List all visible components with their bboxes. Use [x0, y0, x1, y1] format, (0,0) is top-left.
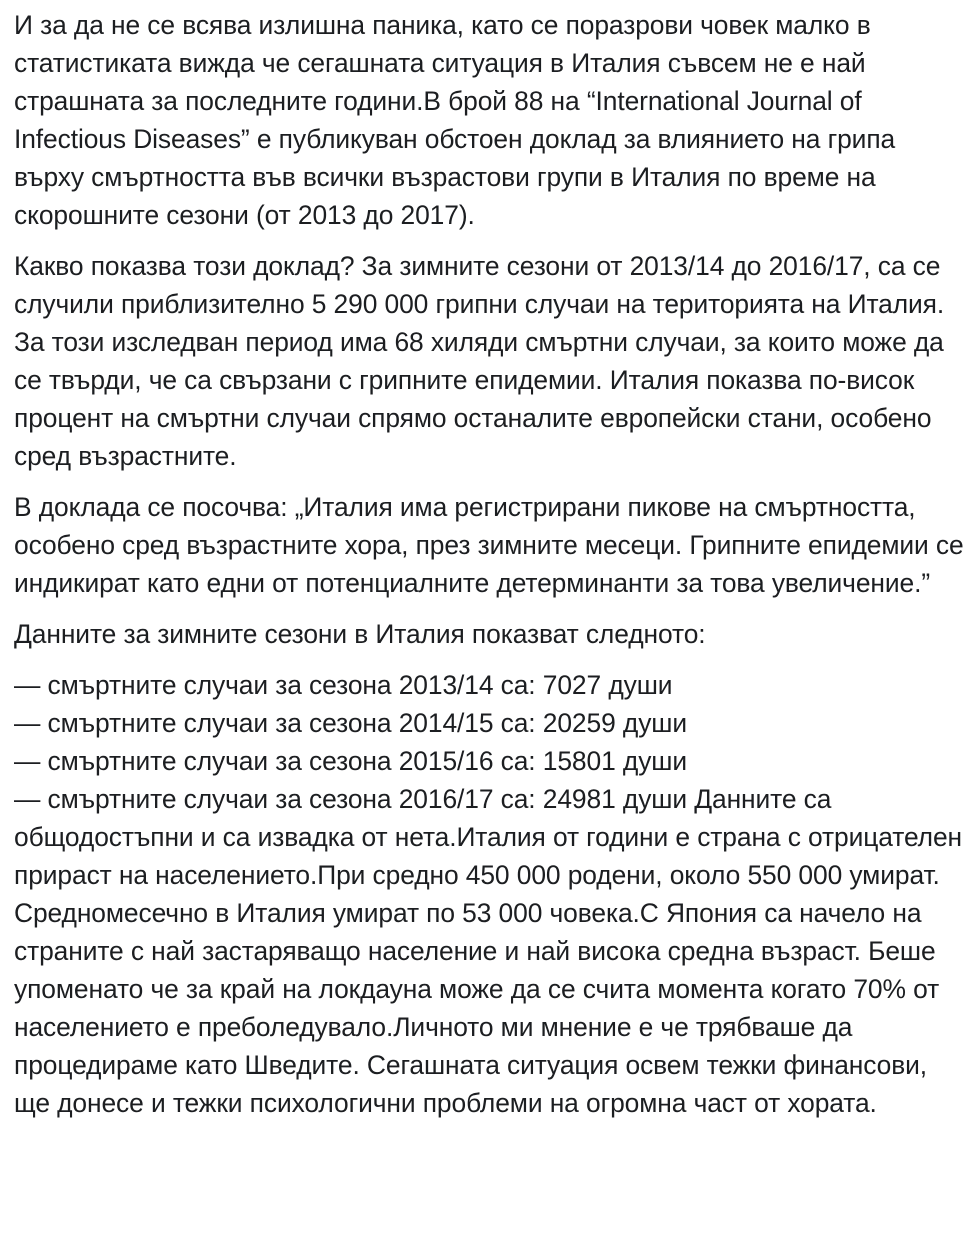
paragraph-seasons-data: — смъртните случаи за сезона 2013/14 са: 7027 души — смъртните случаи за сезона 2014/15 са: 20259 души — смъртните случаи за сезона 2015/16 са: 15801 души — смъртните случаи за сезона 2016/17 са: 24981 души Данните са общодостъпни и са извадка от нета.Италия от години е страна с отрицателен прираст на населението.При средно 450 000 родени, около 550 000 умират. Средномесечно в Италия умират по 53 000 човека.С Япония са начело на страните с най застаряващо население и най висока средна възраст. Беше упоменато че за край на локдауна може да се счита момента когато 70% от населението е преболедувало.Личното ми мнение е че трябваше да процедираме като Шведите. Сегашната ситуация освем тежки финансови, ще донесе и тежки психологични проблеми на огромна част от хората. [14, 670, 963, 1118]
post-body [14, 6, 964, 1135]
paragraph-report-quote: В доклада се посочва: „Италия има регистрирани пикове на смъртността, особено сред възрастните хора, през зимните месеци. Грипните епидемии се индикират като едни от потенциалните детерминанти за това увеличение.” [14, 492, 964, 598]
paragraph-seasons-intro: Данните за зимните сезони в Италия показват следното: [14, 619, 706, 649]
paragraph-intro: И за да не се всява излишна паника, като се поразрови човек малко в статистиката вижда че сегашната ситуация в Италия съвсем не е най страшната за последните години.В брой 88 на “International Journal of Infectious Diseases” е публикуван обстоен доклад за влиянието на грипа върху смъртността във всички възрастови групи в Италия по време на скорошните сезони (от 2013 до 2017). [14, 10, 896, 230]
paragraph-report-findings: Какво показва този доклад? За зимните сезони от 2013/14 до 2016/17, са се случили приблизително 5 290 000 грипни случаи на територията на Италия. За този изследван период има 68 хиляди смъртни случаи, за които може да се твърди, че са свързани с грипните епидемии. Италия показва по-висок процент на смъртни случаи спрямо останалите европейски стани, особено сред възрастните. [14, 251, 945, 471]
